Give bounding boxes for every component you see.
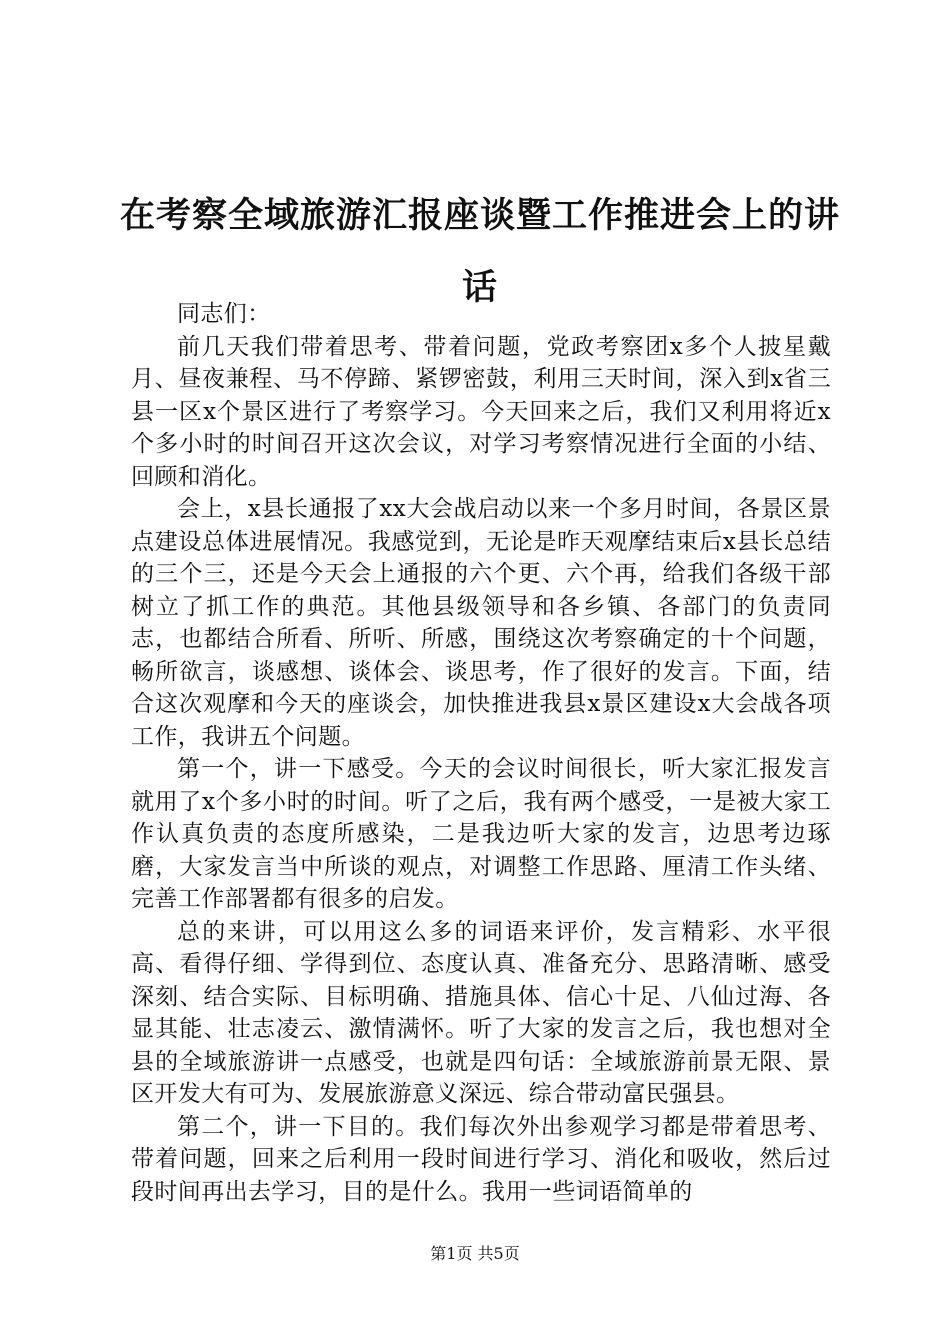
document-title: 在考察全域旅游汇报座谈暨工作推进会上的讲话 — [120, 196, 841, 308]
body-paragraph: 会上，x县长通报了xx大会战启动以来一个多月时间，各景区景点建设总体进展情况。我感觉到，无论是昨天观摩结束后x县长总结的三个三，还是今天会上通报的六个更、六个再，给我们各级干部树立了抓工作的典范。其他县级领导和各乡镇、各部门的负责同志，也都结合所看、所听、所感，围绕这次考察确定的十个问题，畅所欲言，谈感想、谈体会、谈思考，作了很好的发言。下面，结合这次观摩和今天的座谈会，加快推进我县x景区建设x大会战各项工作，我讲五个问题。 — [131, 496, 831, 750]
document-body — [131, 298, 831, 1208]
body-paragraph: 第二个，讲一下目的。我们每次外出参观学习都是带着思考、带着问题，回来之后利用一段时间进行学习、消化和吸收，然后过段时间再出去学习，目的是什么。我用一些词语简单的 — [131, 1113, 831, 1205]
body-paragraph: 前几天我们带着思考、带着问题，党政考察团x多个人披星戴月、昼夜兼程、马不停蹄、紧锣密鼓，利用三天时间，深入到x省三县一区x个景区进行了考察学习。今天回来之后，我们又利用将近x个多小时的时间召开这次会议，对学习考察情况进行全面的小结、回顾和消化。 — [131, 333, 831, 490]
body-paragraph: 第一个，讲一下感受。今天的会议时间很长，听大家汇报发言就用了x个多小时的时间。听了之后，我有两个感受，一是被大家工作认真负责的态度所感染，二是我边听大家的发言，边思考边琢磨，大家发言当中所谈的观点，对调整工作思路、厘清工作头绪、完善工作部署都有很多的启发。 — [131, 756, 831, 912]
page-number-footer: 第1页 共5页 — [430, 1244, 520, 1263]
body-paragraph: 总的来讲，可以用这么多的词语来评价，发言精彩、水平很高、看得仔细、学得到位、态度认真、准备充分、思路清晰、感受深刻、结合实际、目标明确、措施具体、信心十足、八仙过海、各显其能、壮志凌云、激情满怀。听了大家的发言之后，我也想对全县的全域旅游讲一点感受，也就是四句话：全域旅游前景无限、景区开发大有可为、发展旅游意义深远、综合带动富民强县。 — [131, 918, 831, 1107]
salutation-paragraph: 同志们： — [177, 301, 271, 327]
